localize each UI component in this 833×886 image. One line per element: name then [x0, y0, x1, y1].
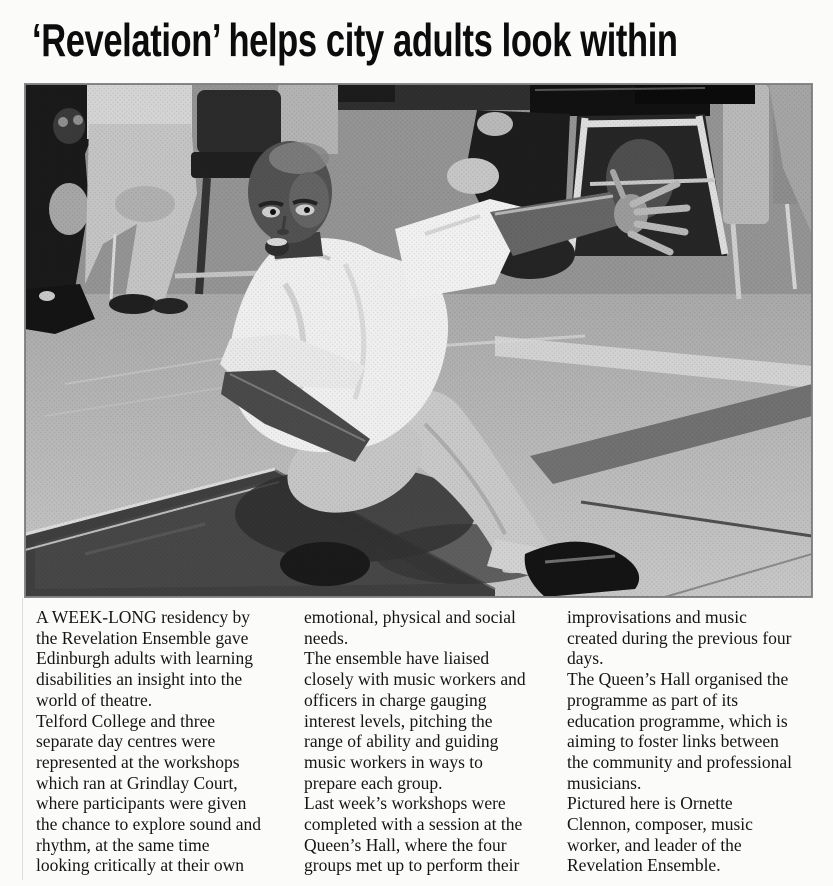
- text-line: groups met up to perform their: [304, 855, 520, 876]
- article-photo: [25, 84, 812, 597]
- article-column-3: [567, 607, 827, 876]
- text-line: separate day centres were: [36, 731, 216, 752]
- text-line: music workers in ways to: [304, 751, 483, 772]
- text-line: emotional, physical and social: [304, 607, 516, 627]
- text-line: range of ability and guiding: [304, 731, 499, 752]
- text-line: rhythm, at the same time: [36, 834, 210, 855]
- text-line: aiming to foster links between: [567, 731, 779, 752]
- text-line: prepare each group.: [304, 772, 443, 793]
- text-line: disabilities an insight into the: [36, 669, 243, 690]
- text-line: programme as part of its: [567, 689, 739, 710]
- text-line: improvisations and music: [567, 607, 747, 627]
- text-line: the chance to explore sound and: [36, 814, 261, 835]
- text-line: interest levels, pitching the: [304, 710, 493, 731]
- text-line: completed with a session at the: [304, 814, 523, 835]
- text-line: Last week’s workshops were: [304, 793, 506, 814]
- text-line: The Queen’s Hall organised the: [567, 669, 789, 690]
- text-line: Clennon, composer, music: [567, 814, 753, 835]
- text-line: worker, and leader of the: [567, 834, 742, 855]
- text-line: The ensemble have liaised: [304, 648, 490, 669]
- halftone-overlay: [25, 84, 812, 597]
- text-line: world of theatre.: [36, 689, 153, 710]
- clipping-fold-line: [22, 598, 23, 880]
- text-line: A WEEK-LONG residency by: [36, 607, 250, 627]
- text-line: officers in charge gauging: [304, 689, 487, 710]
- text-line: the Revelation Ensemble gave: [36, 627, 249, 648]
- text-line: created during the previous four: [567, 627, 792, 648]
- text-line: Telford College and three: [36, 710, 216, 731]
- text-line: Edinburgh adults with learning: [36, 648, 253, 669]
- text-line: looking critically at their own: [36, 855, 245, 876]
- text-line: the community and professional: [567, 751, 793, 772]
- text-line: Queen’s Hall, where the four: [304, 834, 507, 855]
- text-line: education programme, which is: [567, 710, 788, 731]
- article-column-1: [36, 607, 296, 876]
- headline: ‘Revelation’ helps city adults look within: [32, 14, 678, 66]
- photo-illustration: [25, 84, 812, 597]
- text-line: which ran at Grindlay Court,: [36, 772, 238, 793]
- text-line: where participants were given: [36, 793, 247, 814]
- text-line: Revelation Ensemble.: [567, 855, 721, 876]
- text-line: closely with music workers and: [304, 669, 526, 690]
- text-line: musicians.: [567, 772, 642, 793]
- article-column-2: [304, 607, 564, 876]
- text-line: needs.: [304, 627, 349, 648]
- text-line: Pictured here is Ornette: [567, 793, 733, 814]
- text-line: days.: [567, 648, 604, 669]
- text-line: represented at the workshops: [36, 751, 240, 772]
